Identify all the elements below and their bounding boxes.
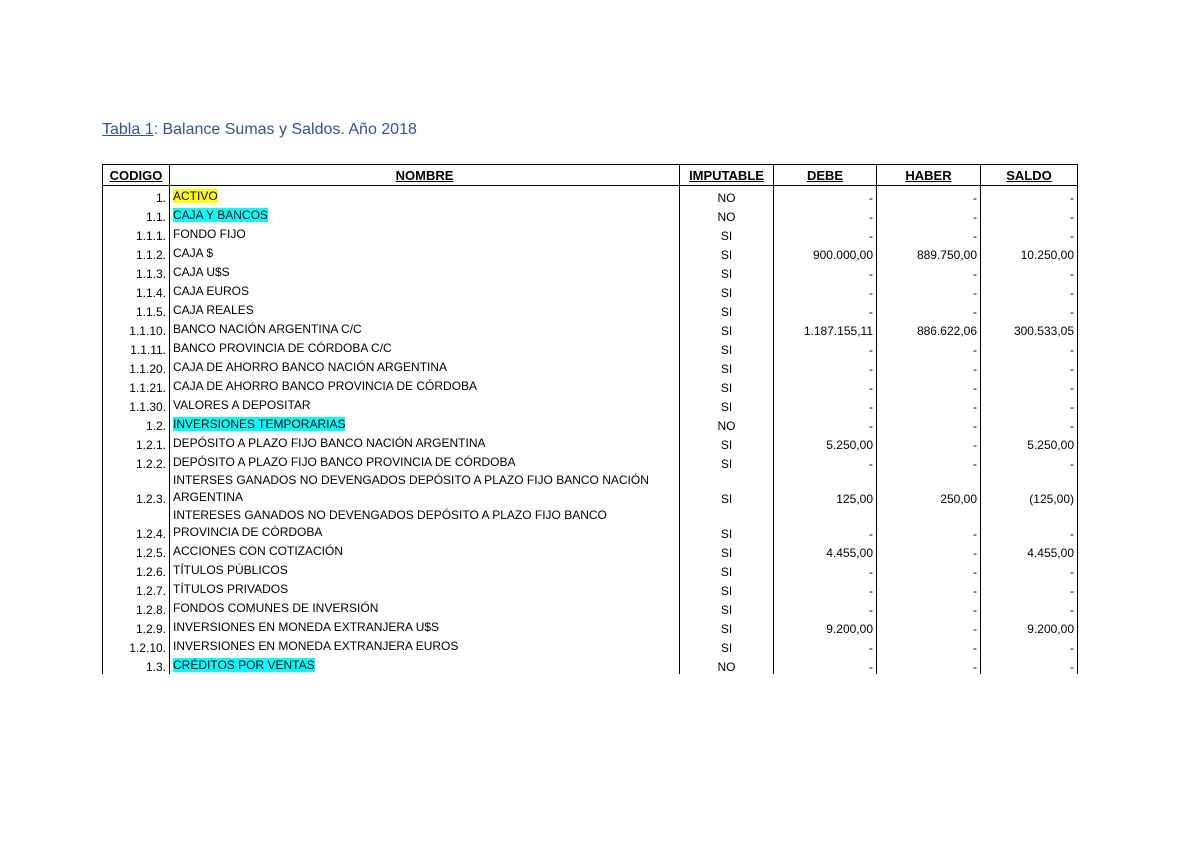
table-row [103, 243, 1078, 262]
haber-cell: 886.622,06 [877, 319, 981, 338]
table-row [103, 452, 1078, 471]
imputable-cell: SI [680, 433, 774, 452]
name-cell: CAJA $ [170, 243, 680, 262]
imputable-cell: SI [680, 579, 774, 598]
haber-cell: - [877, 376, 981, 395]
name-cell [170, 205, 680, 224]
code-cell: 1.2.7. [103, 579, 170, 598]
haber-cell: - [877, 205, 981, 224]
header-imputable: IMPUTABLE [680, 165, 774, 186]
name-cell: FONDO FIJO [170, 224, 680, 243]
table-row [103, 617, 1078, 636]
saldo-cell: - [981, 376, 1078, 395]
debe-cell: - [774, 281, 877, 300]
haber-cell: - [877, 281, 981, 300]
code-cell: 1.1.11. [103, 338, 170, 357]
name-cell: CAJA REALES [170, 300, 680, 319]
table-row [103, 224, 1078, 243]
haber-cell: 889.750,00 [877, 243, 981, 262]
name-cell: CAJA DE AHORRO BANCO PROVINCIA DE CÓRDOBA [170, 376, 680, 395]
table-row [103, 541, 1078, 560]
table-row [103, 281, 1078, 300]
code-cell: 1.2.8. [103, 598, 170, 617]
imputable-cell: SI [680, 224, 774, 243]
table-row [103, 338, 1078, 357]
table-row [103, 433, 1078, 452]
code-cell: 1.1.3. [103, 262, 170, 281]
haber-cell: - [877, 224, 981, 243]
haber-cell: - [877, 617, 981, 636]
table-row [103, 560, 1078, 579]
page-title [102, 121, 417, 139]
debe-cell: - [774, 598, 877, 617]
saldo-cell: - [981, 186, 1078, 206]
saldo-cell: - [981, 452, 1078, 471]
code-cell: 1.1.20. [103, 357, 170, 376]
name-cell: BANCO NACIÓN ARGENTINA C/C [170, 319, 680, 338]
debe-cell: - [774, 357, 877, 376]
name-cell: TÍTULOS PÚBLICOS [170, 560, 680, 579]
saldo-cell: - [981, 262, 1078, 281]
code-cell: 1.1. [103, 205, 170, 224]
table-row [103, 655, 1078, 674]
table-row [103, 579, 1078, 598]
table-row [103, 376, 1078, 395]
haber-cell: - [877, 395, 981, 414]
haber-cell: - [877, 433, 981, 452]
saldo-cell: 5.250,00 [981, 433, 1078, 452]
imputable-cell: SI [680, 636, 774, 655]
saldo-cell: - [981, 560, 1078, 579]
saldo-cell: - [981, 598, 1078, 617]
name-cell: DEPÓSITO A PLAZO FIJO BANCO PROVINCIA DE CÓRDOBA [170, 452, 680, 471]
imputable-cell: SI [680, 617, 774, 636]
table-row [103, 471, 1078, 506]
saldo-cell: 300.533,05 [981, 319, 1078, 338]
debe-cell: - [774, 376, 877, 395]
saldo-cell: (125,00) [981, 471, 1078, 506]
code-cell: 1.1.1. [103, 224, 170, 243]
debe-cell: - [774, 205, 877, 224]
haber-cell: - [877, 560, 981, 579]
imputable-cell: SI [680, 452, 774, 471]
name-cell: INTERSES GANADOS NO DEVENGADOS DEPÓSITO A PLAZO FIJO BANCO NACIÓN ARGENTINA [170, 471, 680, 506]
debe-cell: - [774, 579, 877, 598]
name-cell: BANCO PROVINCIA DE CÓRDOBA C/C [170, 338, 680, 357]
imputable-cell: NO [680, 205, 774, 224]
name-cell [170, 186, 680, 206]
balance-table [102, 164, 1078, 674]
code-cell: 1.2.3. [103, 471, 170, 506]
name-cell [170, 655, 680, 674]
name-cell [170, 414, 680, 433]
saldo-cell: - [981, 357, 1078, 376]
debe-cell: - [774, 395, 877, 414]
name-cell: ACCIONES CON COTIZACIÓN [170, 541, 680, 560]
title-text: : Balance Sumas y Saldos. Año 2018 [153, 121, 417, 138]
haber-cell: 250,00 [877, 471, 981, 506]
table-reference-link[interactable]: Tabla 1 [102, 121, 154, 138]
imputable-cell: SI [680, 319, 774, 338]
table-row [103, 598, 1078, 617]
debe-cell: - [774, 338, 877, 357]
haber-cell: - [877, 186, 981, 206]
imputable-cell: SI [680, 471, 774, 506]
code-cell: 1.1.5. [103, 300, 170, 319]
table-row [103, 186, 1078, 206]
imputable-cell: SI [680, 541, 774, 560]
debe-cell: 125,00 [774, 471, 877, 506]
haber-cell: - [877, 338, 981, 357]
code-cell: 1.1.10. [103, 319, 170, 338]
table-row [103, 395, 1078, 414]
saldo-cell: - [981, 655, 1078, 674]
debe-cell: - [774, 300, 877, 319]
saldo-cell: - [981, 636, 1078, 655]
header-saldo: SALDO [981, 165, 1078, 186]
haber-cell: - [877, 506, 981, 541]
saldo-cell: - [981, 205, 1078, 224]
header-haber: HABER [877, 165, 981, 186]
haber-cell: - [877, 579, 981, 598]
code-cell: 1.3. [103, 655, 170, 674]
debe-cell: 1.187.155,11 [774, 319, 877, 338]
code-cell: 1.2.9. [103, 617, 170, 636]
debe-cell: - [774, 560, 877, 579]
name-cell: CAJA EUROS [170, 281, 680, 300]
imputable-cell: SI [680, 262, 774, 281]
saldo-cell: - [981, 338, 1078, 357]
name-cell: DEPÓSITO A PLAZO FIJO BANCO NACIÓN ARGENTINA [170, 433, 680, 452]
debe-cell: 4.455,00 [774, 541, 877, 560]
haber-cell: - [877, 262, 981, 281]
table-row [103, 300, 1078, 319]
name-cell: VALORES A DEPOSITAR [170, 395, 680, 414]
debe-cell: 9.200,00 [774, 617, 877, 636]
code-cell: 1.2.5. [103, 541, 170, 560]
highlighted-account-name: INVERSIONES TEMPORARIAS [173, 417, 346, 431]
name-cell: INVERSIONES EN MONEDA EXTRANJERA EUROS [170, 636, 680, 655]
highlighted-account-name: CRÉDITOS POR VENTAS [173, 658, 315, 672]
debe-cell: - [774, 506, 877, 541]
imputable-cell: NO [680, 186, 774, 206]
saldo-cell: - [981, 281, 1078, 300]
haber-cell: - [877, 357, 981, 376]
haber-cell: - [877, 452, 981, 471]
code-cell: 1.2.10. [103, 636, 170, 655]
debe-cell: - [774, 224, 877, 243]
haber-cell: - [877, 636, 981, 655]
imputable-cell: SI [680, 506, 774, 541]
saldo-cell: 4.455,00 [981, 541, 1078, 560]
debe-cell: - [774, 655, 877, 674]
imputable-cell: SI [680, 598, 774, 617]
debe-cell: - [774, 414, 877, 433]
haber-cell: - [877, 414, 981, 433]
code-cell: 1.2.6. [103, 560, 170, 579]
code-cell: 1.2. [103, 414, 170, 433]
highlighted-account-name: ACTIVO [173, 189, 218, 203]
code-cell: 1.2.4. [103, 506, 170, 541]
name-cell: CAJA DE AHORRO BANCO NACIÓN ARGENTINA [170, 357, 680, 376]
highlighted-account-name: CAJA Y BANCOS [173, 208, 268, 222]
code-cell: 1.1.4. [103, 281, 170, 300]
imputable-cell: SI [680, 395, 774, 414]
imputable-cell: NO [680, 655, 774, 674]
code-cell: 1. [103, 186, 170, 206]
imputable-cell: SI [680, 300, 774, 319]
name-cell: FONDOS COMUNES DE INVERSIÓN [170, 598, 680, 617]
haber-cell: - [877, 655, 981, 674]
table-row [103, 414, 1078, 433]
code-cell: 1.2.1. [103, 433, 170, 452]
haber-cell: - [877, 541, 981, 560]
imputable-cell: SI [680, 376, 774, 395]
imputable-cell: NO [680, 414, 774, 433]
table-header-row [103, 165, 1078, 186]
header-debe: DEBE [774, 165, 877, 186]
table-row [103, 205, 1078, 224]
code-cell: 1.1.2. [103, 243, 170, 262]
table-row [103, 506, 1078, 541]
haber-cell: - [877, 300, 981, 319]
imputable-cell: SI [680, 560, 774, 579]
table-row [103, 636, 1078, 655]
saldo-cell: - [981, 414, 1078, 433]
saldo-cell: - [981, 579, 1078, 598]
table-row [103, 319, 1078, 338]
imputable-cell: SI [680, 243, 774, 262]
name-cell: INVERSIONES EN MONEDA EXTRANJERA U$S [170, 617, 680, 636]
saldo-cell: - [981, 300, 1078, 319]
name-cell: CAJA U$S [170, 262, 680, 281]
haber-cell: - [877, 598, 981, 617]
code-cell: 1.1.30. [103, 395, 170, 414]
code-cell: 1.1.21. [103, 376, 170, 395]
imputable-cell: SI [680, 357, 774, 376]
header-nombre: NOMBRE [170, 165, 680, 186]
name-cell: TÍTULOS PRIVADOS [170, 579, 680, 598]
debe-cell: 5.250,00 [774, 433, 877, 452]
header-codigo: CODIGO [103, 165, 170, 186]
imputable-cell: SI [680, 281, 774, 300]
name-cell: INTERESES GANADOS NO DEVENGADOS DEPÓSITO A PLAZO FIJO BANCO PROVINCIA DE CÓRDOBA [170, 506, 680, 541]
debe-cell: - [774, 186, 877, 206]
debe-cell: 900.000,00 [774, 243, 877, 262]
saldo-cell: - [981, 506, 1078, 541]
debe-cell: - [774, 452, 877, 471]
table-row [103, 357, 1078, 376]
debe-cell: - [774, 636, 877, 655]
saldo-cell: 9.200,00 [981, 617, 1078, 636]
debe-cell: - [774, 262, 877, 281]
table-row [103, 262, 1078, 281]
saldo-cell: - [981, 224, 1078, 243]
imputable-cell: SI [680, 338, 774, 357]
saldo-cell: 10.250,00 [981, 243, 1078, 262]
code-cell: 1.2.2. [103, 452, 170, 471]
saldo-cell: - [981, 395, 1078, 414]
